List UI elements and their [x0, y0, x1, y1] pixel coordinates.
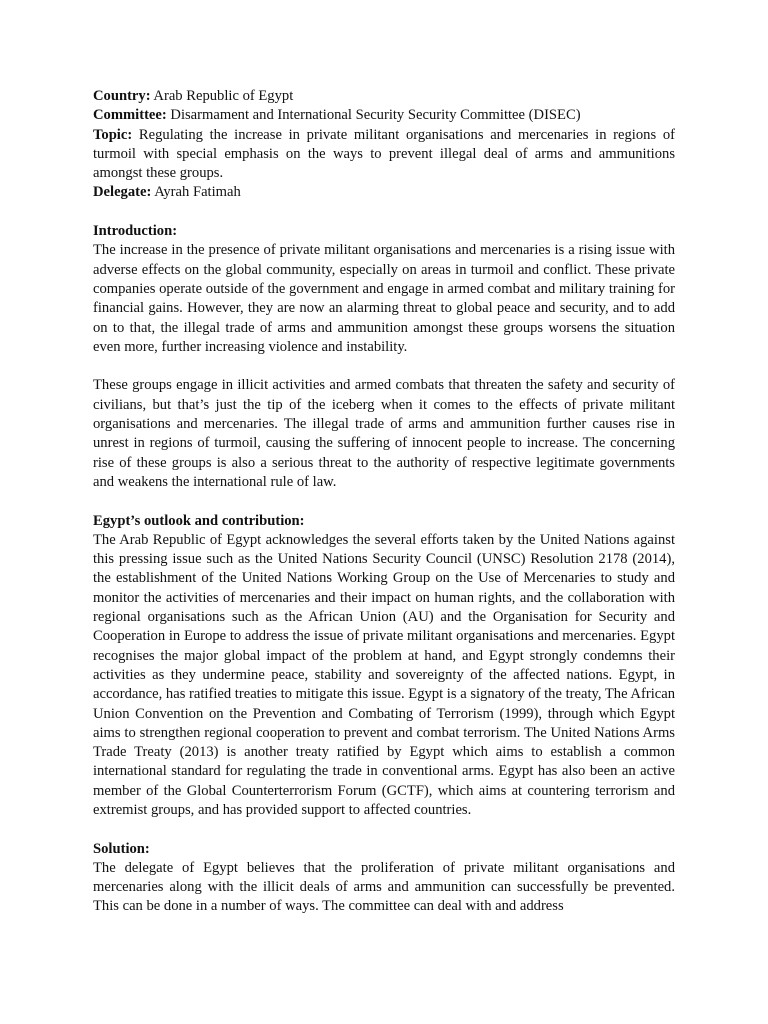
topic-label: Topic: [93, 126, 133, 143]
topic-value: Regulating the increase in private militant organisations and mercenaries in regions of turmoil with special emphasis on the ways to prevent illegal deal of arms and ammunitions amongst these groups. [93, 126, 675, 182]
committee-line [93, 106, 675, 125]
spacer [93, 357, 675, 376]
outlook-heading: Egypt’s outlook and contribution: [93, 512, 305, 529]
delegate-label: Delegate: [93, 184, 152, 201]
spacer [93, 203, 675, 222]
country-line [93, 87, 675, 106]
document-page [93, 87, 675, 917]
country-label: Country: [93, 88, 151, 104]
introduction-paragraph-1: The increase in the presence of private militant organisations and mercenaries is a rising issue with adverse effects on the global community, especially on areas in turmoil and conflict. These private companies operate outside of the government and engage in armed combat and military training for financial gains. However, they are now an alarming threat to global peace and security, and to add on to that, the illegal trade of arms and ammunition amongst these groups worsens the situation even more, further increasing violence and instability. [93, 242, 675, 355]
delegate-line [93, 183, 675, 202]
solution-paragraph: The delegate of Egypt believes that the proliferation of private militant organisations and mercenaries along with the illicit deals of arms and ammunition can successfully be prevented. This can be done in a number of ways. The committee can deal with and address [93, 859, 675, 915]
delegate-value: Ayrah Fatimah [154, 184, 241, 201]
committee-label: Committee: [93, 107, 167, 124]
country-value: Arab Republic of Egypt [153, 88, 294, 104]
committee-value: Disarmament and International Security Security Committee (DISEC) [170, 107, 581, 124]
introduction-heading: Introduction: [93, 223, 178, 240]
spacer [93, 820, 675, 839]
solution-heading: Solution: [93, 840, 150, 857]
spacer [93, 492, 675, 511]
topic-line [93, 126, 675, 184]
introduction-paragraph-2: These groups engage in illicit activities and armed combats that threaten the safety and security of civilians, but that’s just the tip of the iceberg when it comes to the effects of private militant organisations and mercenaries. The illegal trade of arms and ammunition further causes rise in unrest in regions of turmoil, causing the suffering of innocent people to increase. The concerning rise of these groups is also a serious threat to the authority of respective legitimate governments and weakens the international rule of law. [93, 377, 675, 490]
outlook-paragraph: The Arab Republic of Egypt acknowledges the several efforts taken by the United Nations against this pressing issue such as the United Nations Security Council (UNSC) Resolution 2178 (2014), the establishment of the United Nations Working Group on the Use of Mercenaries to study and monitor the activities of mercenaries and their impact on human rights, and the collaboration with regional organisations such as the African Union (AU) and the Organisation for Security and Cooperation in Europe to address the issue of private militant organisations and mercenaries. Egypt recognises the major global impact of the problem at hand, and Egypt strongly condemns their activities as they undermine peace, stability and sovereignty of the affected nations. Egypt, in accordance, has ratified treaties to mitigate this issue. Egypt is a signatory of the treaty, The African Union Convention on the Prevention and Combating of Terrorism (1999), through which Egypt aims to strengthen regional cooperation to prevent and combat terrorism. The United Nations Arms Trade Treaty (2013) is another treaty ratified by Egypt which aims to establish a common international standard for regulating the trade in conventional arms. Egypt has also been an active member of the Global Counterterrorism Forum (GCTF), which aims at countering terrorism and extremist groups, and has provided support to affected countries. [93, 531, 675, 818]
